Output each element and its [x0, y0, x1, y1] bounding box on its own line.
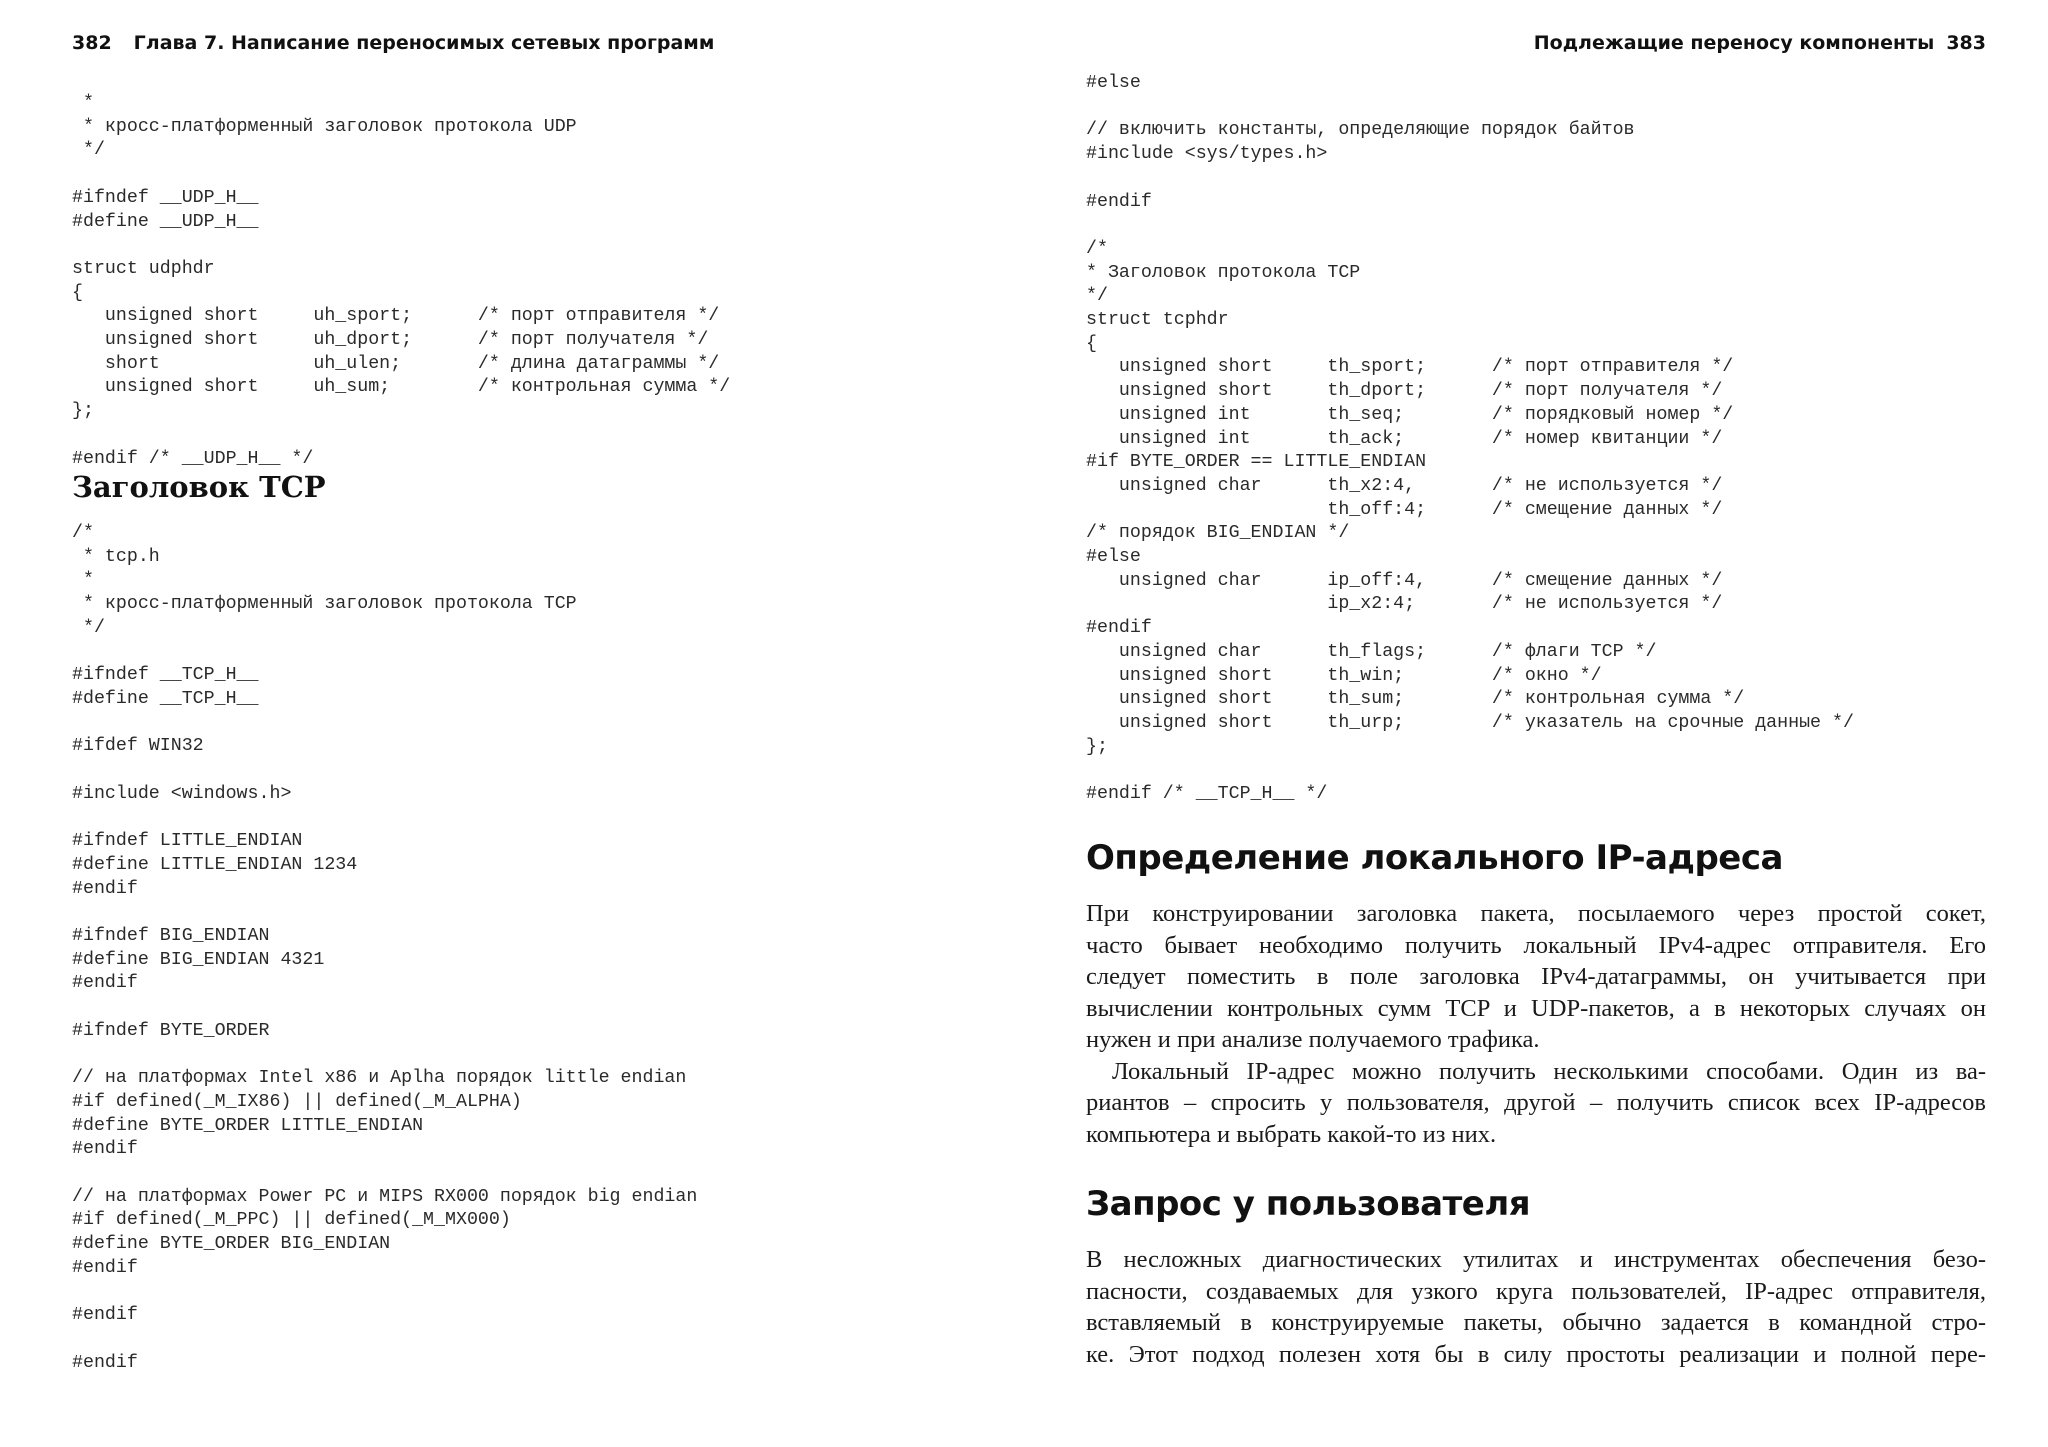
code-listing-udp: * * кросс-платформенный заголовок протокола UDP */ #ifndef __UDP_H__ #define __UDP_H__ struct udphdr { unsigned short uh_sport; /* порт отправителя */ unsigned short uh_dport; /* порт получателя */ short uh_ulen; /* длина датаграммы */ unsigned short uh_sum; /* контрольная сумма */ }; #endif /* __UDP_H__ */ — [72, 93, 731, 469]
text-line: компьютера и выбрать какой-то из них. — [1086, 1120, 1497, 1148]
text-line: В несложных диагностических утилитах и инструментах обеспечения безо- — [1086, 1246, 1986, 1273]
heading-tcp-header: Заголовок TCP — [72, 470, 326, 504]
text-line: пасности, создаваемых для узкого круга пользователей, IP-адрес отправителя, — [1086, 1277, 1986, 1305]
page-number-left: 382 — [72, 32, 112, 54]
code-listing-tcp-part1: /* * tcp.h * * кросс-платформенный заголовок протокола TCP */ #ifndef __TCP_H__ #define __TCP_H__ #ifdef WIN32 #include <windows.h> #ifndef LITTLE_ENDIAN #define LITTLE_ENDIAN 1234 #endif #ifndef BIG_ENDIAN #define BIG_ENDIAN 4321 #endif #ifndef BYTE_ORDER // на платформах Intel x86 и Aplha порядок little endian #if defined(_M_IX86) || defined(_M_ALPHA) #define BYTE_ORDER LITTLE_ENDIAN #endif // на платформах Power PC и MIPS RX000 порядок big endian #if defined(_M_PPC) || defined(_M_MX000) #define BYTE_ORDER BIG_ENDIAN #endif #endif #endif — [72, 523, 698, 1373]
text-line: следует поместить в поле заголовка IPv4-датаграммы, он учитывается при — [1086, 963, 1986, 990]
paragraph-local-ip-intro — [1086, 898, 1986, 1150]
text-line: Локальный IP-адрес можно получить несколькими способами. Один из ва- — [1112, 1057, 1986, 1085]
left-page — [72, 0, 1012, 1447]
code-listing-tcp-part2: #else // включить константы, определяющие порядок байтов #include <sys/types.h> #endif /* * Заголовок протокола TCP */ struct tcphdr { unsigned short th_sport; /* порт отправителя */ unsigned short th_dport; /* порт получателя */ unsigned int th_seq; /* порядковый номер */ unsigned int th_ack; /* номер квитанции */ #if BYTE_ORDER == LITTLE_ENDIAN unsigned char th_x2:4, /* не используется */ th_off:4; /* смещение данных */ /* порядок BIG_ENDIAN */ #else unsigned char ip_off:4, /* смещение данных */ ip_x2:4; /* не используется */ #endif unsigned char th_flags; /* флаги TCP */ unsigned short th_win; /* окно */ unsigned short th_sum; /* контрольная сумма */ unsigned short th_urp; /* указатель на срочные данные */ }; #endif /* __TCP_H__ */ — [1086, 73, 1854, 805]
text-line: риантов – спросить у пользователя, другой – получить список всех IP-адресов — [1086, 1089, 1986, 1116]
right-page — [1086, 0, 1986, 1447]
text-line: вставляемый в конструируемые пакеты, обычно задается в командной стро- — [1086, 1309, 1986, 1336]
chapter-title: Глава 7. Написание переносимых сетевых программ — [133, 32, 715, 54]
text-line: При конструировании заголовка пакета, посылаемого через простой сокет, — [1086, 900, 1986, 927]
text-line: ке. Этот подход полезен хотя бы в силу простоты реализации и полной пере- — [1086, 1340, 1986, 1368]
running-head-left — [72, 28, 1012, 58]
text-line: часто бывает необходимо получить локальный IPv4-адрес отправителя. Его — [1086, 931, 1986, 959]
heading-local-ip: Определение локального IP-адреса — [1086, 838, 1783, 878]
heading-user-query: Запрос у пользователя — [1086, 1184, 1531, 1224]
paragraph-user-query — [1086, 1244, 1986, 1370]
text-line: вычислении контрольных сумм TCP и UDP-пакетов, а в некоторых случаях он — [1086, 994, 1986, 1022]
running-head-right — [1086, 28, 1986, 58]
section-title: Подлежащие переносу компоненты — [1533, 32, 1935, 54]
page-number-right: 383 — [1946, 32, 1986, 54]
text-line: нужен и при анализе получаемого трафика. — [1086, 1026, 1540, 1053]
